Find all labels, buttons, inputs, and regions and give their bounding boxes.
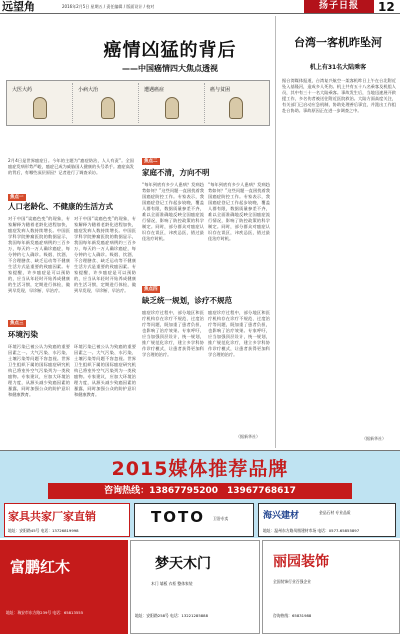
section-tag: 焦点三 (10, 321, 24, 326)
expo-phone: 咨询热线：13867795200 13967768617 (48, 483, 352, 499)
ad-title: TOTO (151, 508, 205, 526)
section-heading: 环境污染 (8, 330, 38, 339)
ad-contact: 咨询热线：65831988 (273, 613, 312, 618)
side-byline: （据新华社） (362, 436, 386, 441)
cartoon-label: 大医大药 (12, 87, 33, 93)
article-column: 癌症诊疗过程中，部分地区和医疗机构存在诊疗不规范、过度治疗等问题，既加重了患者负担，也影响了治疗效果。专家呼吁，应当加强顶层设计，统一规划，推广规范化诊疗，建立多学科协作诊疗模式，让患者获得更加科学合理的治疗。 (142, 310, 204, 357)
page-meta: 2016年2月5日 星期五 / 责任编辑 / 版面设计 / 校对 (62, 4, 155, 9)
section-tag: 焦点一 (10, 195, 24, 200)
cartoon-panel (9, 83, 73, 123)
wooden-door-ad (130, 540, 260, 634)
cartoon-figure (101, 97, 115, 119)
section-tag: 焦点二 (144, 159, 158, 164)
cartoon-figure (229, 97, 243, 119)
ad-tagline: 卫浴专卖 (213, 516, 229, 521)
ad-contact: 地址：瑞安市东方路239号 电话：65813555 (6, 610, 84, 615)
ad-title: 梦天木门 (155, 556, 211, 572)
article-column: “每年到底有多少人患病？发病趋势如何？”这些问题一直困扰着我国癌症防控工作。专家表示，我国癌症登记工作起步较晚，覆盖人群有限，数据质量参差不齐，难以全面准确地反映全国癌症流行情况，影响了防控政策的科学制定。同时，部分群众对癌症认识存在误区，讳疾忌医，错过最佳治疗时机。 (142, 182, 204, 241)
side-subheadline: 机上有31名大陆乘客 (309, 64, 367, 71)
ad-tagline: 全国装饰行业百强企业 (273, 579, 311, 584)
article-column: 对于中国“谈癌色变”的现象，专家解释为随着老龄化进程加快，癌症发病人数持续增长。中国医学科学院肿瘤医院的数据显示，我国每年新发癌症病例约三百多万，每天约一万人确诊癌症，每分钟约七人确诊。吸烟、饮酒、不合理膳食、缺乏运动等不健康生活方式是重要的致癌因素。专家提醒，许多癌症是可以预防的，应当从年轻时开始养成健康的生活习惯，定期进行体检，做到早发现、早诊断、早治疗。 (8, 216, 70, 293)
article-byline: （据新华社） (236, 434, 260, 439)
ad-contact: 地址：安阳路45号 电话：13726819998 (8, 528, 79, 533)
side-article: 据台湾媒体报道，台湾复兴航空一架客机昨日上午在台北附近坠入基隆河，造成多人死伤。机上共有五十八名乘客及机组人员，其中有三十一名大陆乘客。事故发生后，当地迅速展开救援工作，多名伤者被送往附近医院救治。大陆方面高度关注，有关部门已启动应急机制，协助处理善后事宜，并派出工作组赴台协助。事故原因正在进一步调查之中。 (282, 78, 396, 113)
section-title: 远望角 (2, 0, 35, 13)
expo-title: 2015媒体推荐品牌 (111, 458, 289, 480)
building-material-ad (258, 503, 396, 537)
decoration-ad (262, 540, 400, 634)
article-column: 环境污染已被公认为致癌的重要因素之一。大气污染、水污染、土壤污染等问题不容忽视。世界卫生组织下属的国际癌症研究机构已将室外空气污染列为一类致癌物。专家建议，应加大环境治理力度，从源头减少致癌因素的暴露，同时加强公众的防护意识和健康教育。 (8, 344, 70, 397)
section-tag: 焦点四 (144, 287, 158, 292)
ad-title: 富鹏红木 (10, 558, 71, 576)
page-number: 12 (378, 0, 395, 14)
article-column: 环境污染已被公认为致癌的重要因素之一。大气污染、水污染、土壤污染等问题不容忽视。世界卫生组织下属的国际癌症研究机构已将室外空气污染列为一类致癌物。专家建议，应加大环境治理力度，从源头减少致癌因素的暴露，同时加强公众的防护意识和健康教育。 (74, 344, 136, 397)
ad-contact: 地址：温州东方路凤凰建材市场 电话：0577-65855897 (263, 528, 360, 533)
article-column: 癌症诊疗过程中，部分地区和医疗机构存在诊疗不规范、过度治疗等问题，既加重了患者负担，也影响了治疗效果。专家呼吁，应当加强顶层设计，统一规划，推广规范化诊疗，建立多学科协作诊疗模式，让患者获得更加科学合理的治疗。 (208, 310, 270, 357)
redwood-ad (0, 540, 128, 634)
ad-tagline: 金品石材 专业品质 (319, 510, 351, 515)
section-heading: 缺乏统一规划，诊疗不规范 (142, 296, 232, 305)
main-headline: 癌情凶猛的背后 (103, 40, 237, 61)
cartoon-label: 小病大治 (78, 87, 99, 93)
ad-title: 丽园装饰 (273, 554, 329, 570)
cartoon-label: 遭遇癌症 (144, 87, 165, 93)
expo-banner-ad (0, 450, 400, 538)
cartoon-figure (33, 97, 47, 119)
toto-ad (134, 503, 254, 537)
cartoon-panel (207, 83, 267, 123)
ad-tagline: 木门 墙板 衣柜 整体家装 (151, 581, 193, 586)
cartoon-panel (141, 83, 205, 123)
article-column: 对于中国“谈癌色变”的现象，专家解释为随着老龄化进程加快，癌症发病人数持续增长。中国医学科学院肿瘤医院的数据显示，我国每年新发癌症病例约三百多万，每天约一万人确诊癌症，每分钟约七人确诊。吸烟、饮酒、不合理膳食、缺乏运动等不健康生活方式是重要的致癌因素。专家提醒，许多癌症是可以预防的，应当从年轻时开始养成健康的生活习惯，定期进行体检，做到早发现、早诊断、早治疗。 (74, 216, 136, 293)
furniture-ad (4, 503, 130, 537)
ad-title: 海兴建材 (263, 511, 300, 521)
article-column: “每年到底有多少人患病？发病趋势如何？”这些问题一直困扰着我国癌症防控工作。专家表示，我国癌症登记工作起步较晚，覆盖人群有限，数据质量参差不齐，难以全面准确地反映全国癌症流行情况，影响了防控政策的科学制定。同时，部分群众对癌症认识存在误区，讳疾忌医，错过最佳治疗时机。 (208, 182, 270, 241)
cartoon-figure (165, 97, 179, 119)
ad-contact: 地址：安阳路258号 电话：13221285888 (135, 613, 208, 618)
cartoon-illustration (6, 80, 270, 126)
page-header (0, 0, 400, 14)
cartoon-panel (75, 83, 139, 123)
section-heading: 人口老龄化、不健康的生活方式 (8, 202, 113, 211)
section-heading: 家庭不清，方向不明 (142, 168, 210, 177)
side-headline: 台湾一客机昨坠河 (294, 36, 382, 49)
column-divider (275, 16, 276, 448)
main-subheadline: ——中国癌情四大焦点透视 (122, 64, 218, 73)
ad-title: 家具共家厂家直销 (8, 510, 96, 523)
cartoon-label: 癌与贫困 (210, 87, 231, 93)
paper-logo: 扬子日报 (304, 0, 374, 13)
intro-paragraph: 2月4日是世界癌症日。今年的主题为“癌症防治，人人有责”。全国癌症发病形势严峻，癌症已成为威胁国人健康的头号杀手。癌症高发的背后，有哪些深层原因？记者进行了调查采访。 (8, 158, 134, 175)
